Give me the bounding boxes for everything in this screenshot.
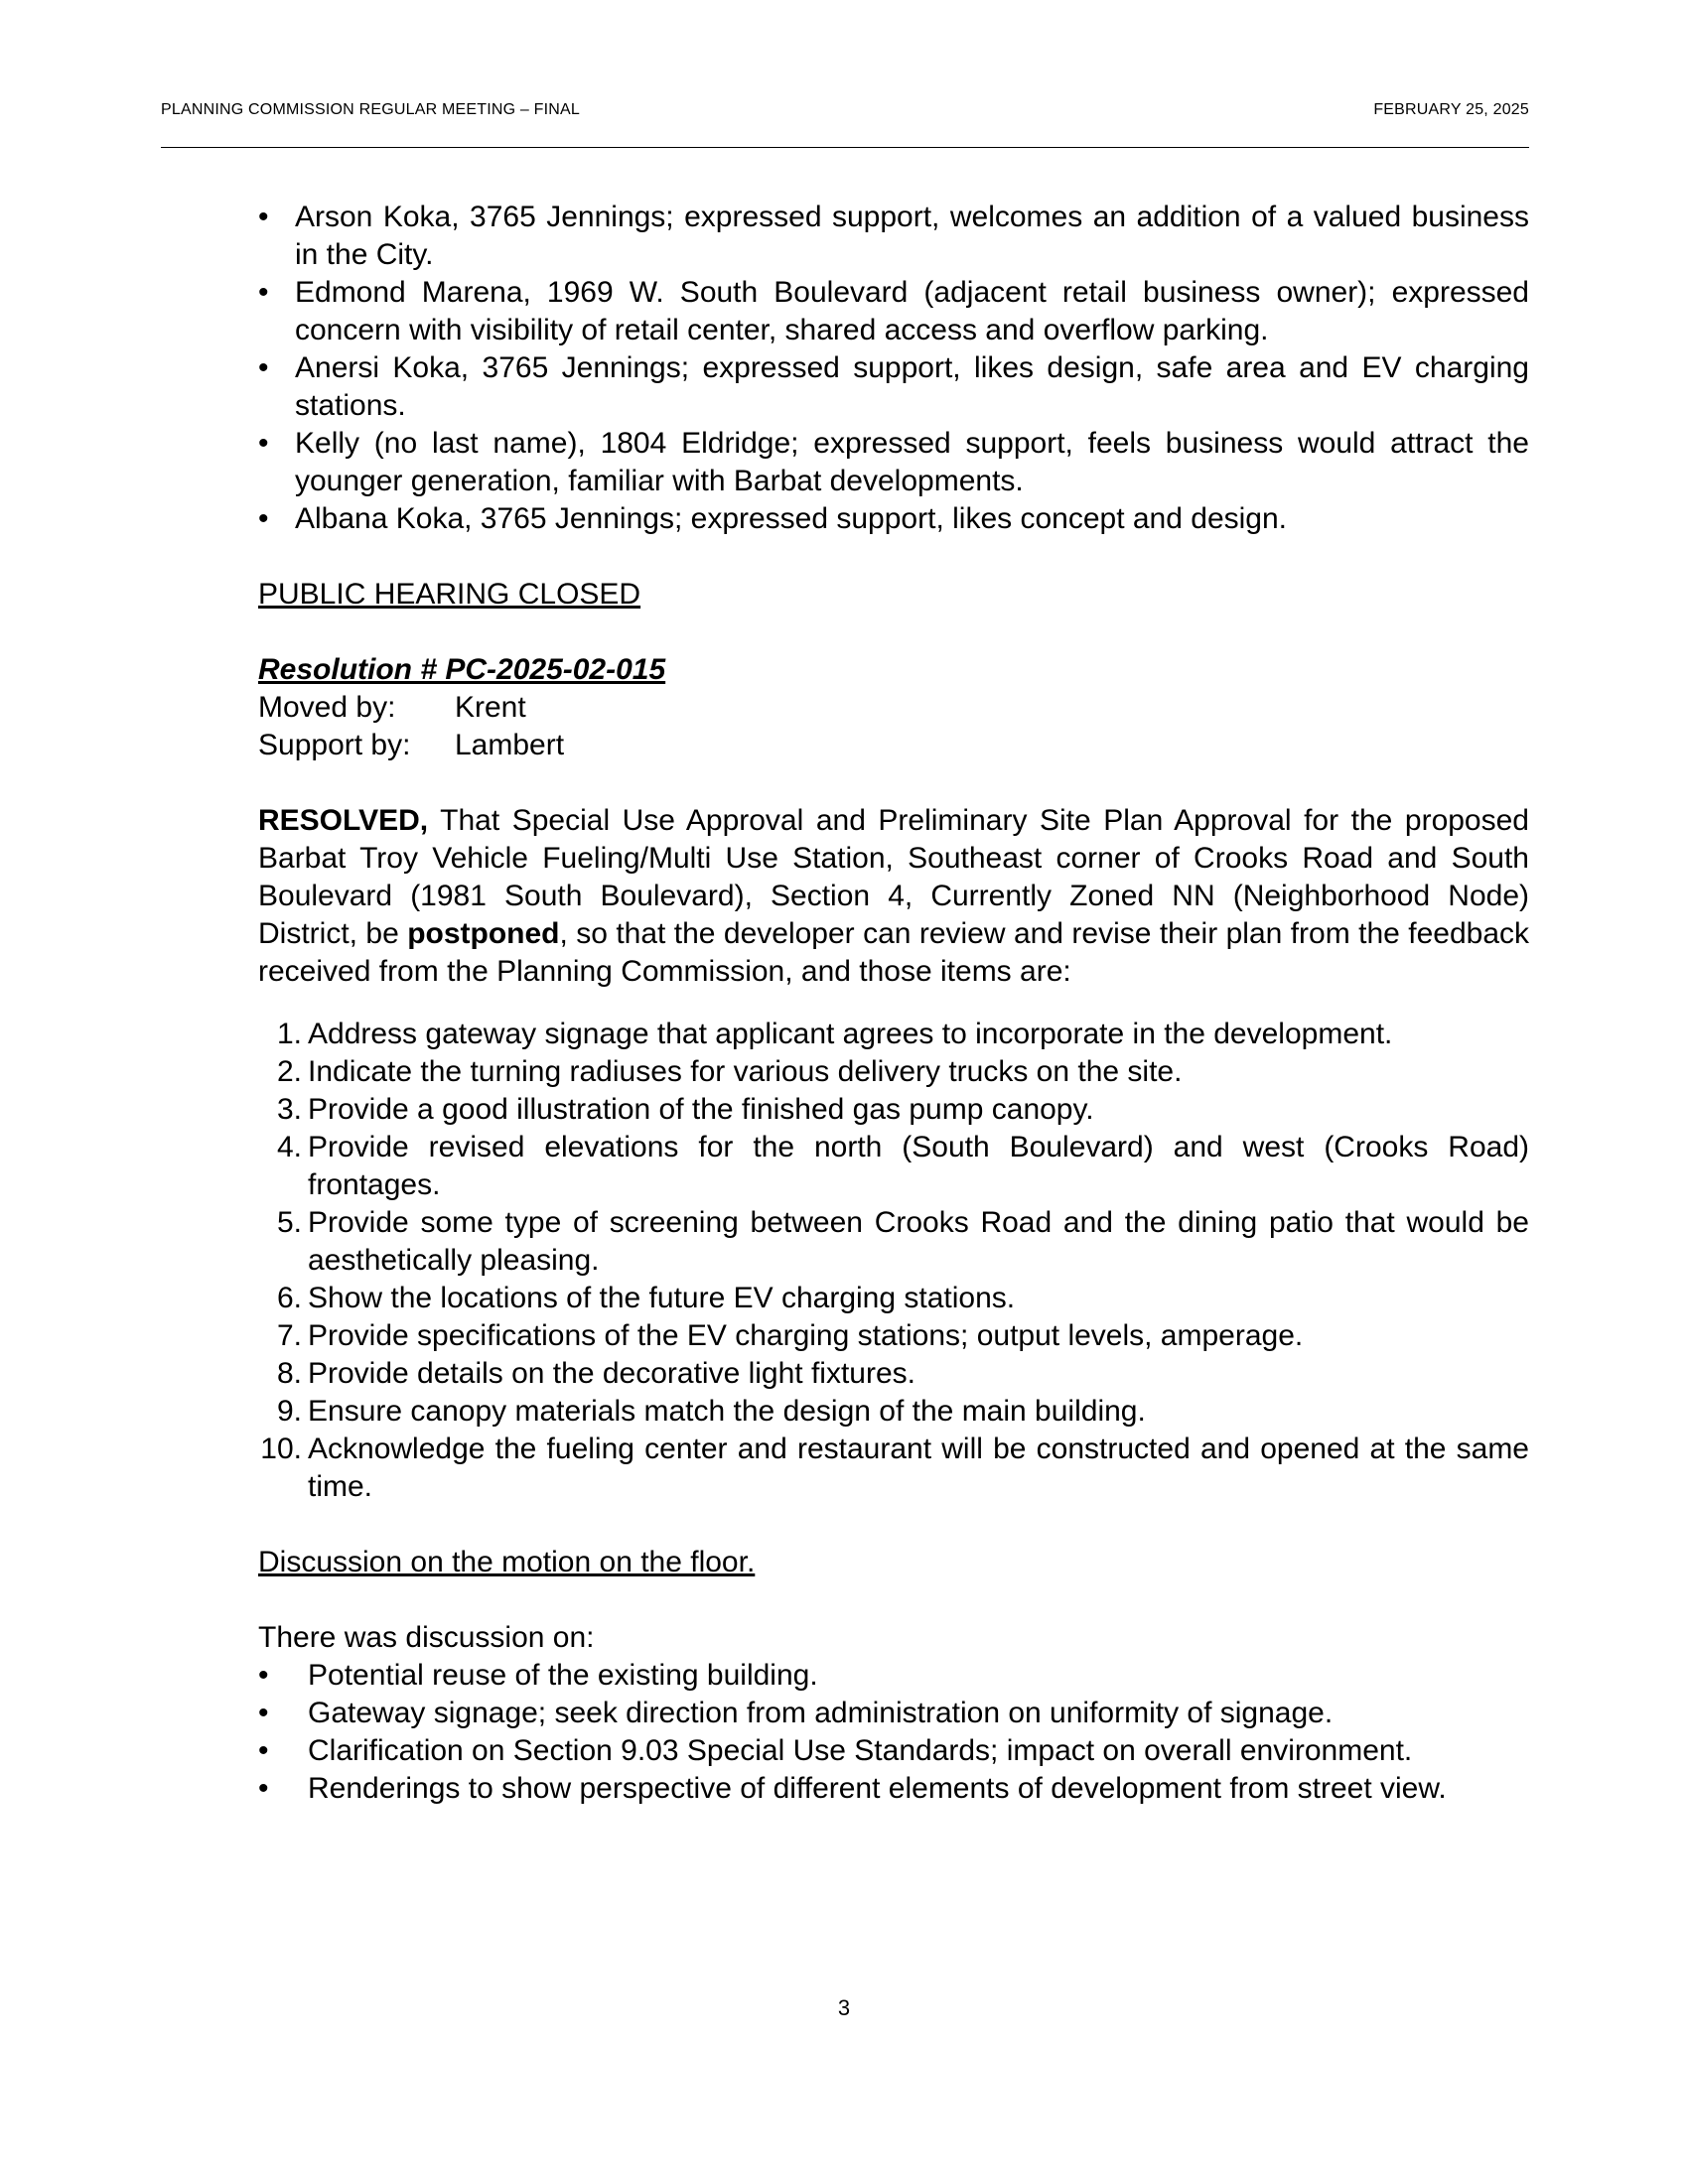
page-body [258, 199, 1529, 1808]
list-item: 5. Provide some type of screening between Crooks Road and the dining patio that would be aesthetically pleasing. [258, 1204, 1529, 1280]
header-date: FEBRUARY 25, 2025 [1373, 101, 1529, 118]
moved-by-label: Moved by: [258, 691, 396, 724]
list-item: 3. Provide a good illustration of the finished gas pump canopy. [258, 1091, 1529, 1129]
header-divider [161, 147, 1529, 148]
list-item: 1. Address gateway signage that applicant agrees to incorporate in the development. [258, 1016, 1529, 1053]
item-number: 9. [276, 1395, 302, 1428]
list-item: • Kelly (no last name), 1804 Eldridge; expressed support, feels business would attract the younger generation, familiar with Barbat developments. [258, 427, 1529, 497]
item-number: 8. [276, 1357, 302, 1390]
public-comments-list [258, 199, 1529, 538]
item-number: 5. [276, 1206, 302, 1239]
bullet-icon: • [258, 502, 269, 535]
page-number: 3 [837, 1995, 851, 2020]
list-item: • Renderings to show perspective of different elements of development from street view. [258, 1770, 1529, 1808]
bullet-icon: • [258, 1772, 269, 1805]
resolution-title: Resolution # PC-2025-02-015 [258, 653, 666, 686]
list-item: • Arson Koka, 3765 Jennings; expressed support, welcomes an addition of a valued business in the City. [258, 201, 1529, 271]
moved-by-value: Krent [455, 691, 526, 724]
support-by-row [258, 727, 1529, 764]
item-number: 4. [276, 1131, 302, 1163]
list-item: 9. Ensure canopy materials match the design of the main building. [258, 1393, 1529, 1431]
list-item: • Potential reuse of the existing building. [258, 1657, 1529, 1695]
item-number: 3. [276, 1093, 302, 1126]
discussion-intro: There was discussion on: [258, 1621, 595, 1654]
header-title: PLANNING COMMISSION REGULAR MEETING – FINAL [161, 101, 580, 118]
list-item: • Albana Koka, 3765 Jennings; expressed support, likes concept and design. [258, 500, 1529, 538]
moved-by-row [258, 689, 1529, 727]
resolved-paragraph: RESOLVED, That Special Use Approval and Preliminary Site Plan Approval for the proposed Barbat Troy Vehicle Fueling/Multi Use Station, Southeast corner of Crooks Road and South Boulevard (1981 South Boulevard), Section 4, Currently Zoned NN (Neighborhood Node) District, be postponed, so that the developer can review and revise their plan from the feedback received from the Planning Commission, and those items are: [258, 804, 1530, 988]
bullet-icon: • [258, 1659, 269, 1692]
bullet-icon: • [258, 1697, 269, 1729]
list-item: • Anersi Koka, 3765 Jennings; expressed support, likes design, safe area and EV charging stations. [258, 351, 1529, 422]
bullet-icon: • [258, 201, 269, 233]
item-number: 10. [260, 1433, 302, 1465]
item-number: 2. [276, 1055, 302, 1088]
bullet-icon: • [258, 1734, 269, 1767]
item-number: 7. [276, 1319, 302, 1352]
support-by-label: Support by: [258, 729, 411, 761]
bullet-icon: • [258, 427, 269, 460]
list-item: 10. Acknowledge the fueling center and restaurant will be constructed and opened at the same time. [258, 1431, 1529, 1506]
item-number: 1. [276, 1018, 302, 1050]
list-item: • Gateway signage; seek direction from administration on uniformity of signage. [258, 1695, 1529, 1732]
discussion-heading: Discussion on the motion on the floor. [258, 1546, 756, 1578]
list-item: 7. Provide specifications of the EV charging stations; output levels, amperage. [258, 1317, 1529, 1355]
support-by-value: Lambert [455, 729, 565, 761]
list-item: • Clarification on Section 9.03 Special Use Standards; impact on overall environment. [258, 1732, 1529, 1770]
postponed-emphasis: postponed [407, 917, 560, 950]
list-item: • Edmond Marena, 1969 W. South Boulevard (adjacent retail business owner); expressed concern with visibility of retail center, shared access and overflow parking. [258, 276, 1529, 346]
bullet-icon: • [258, 351, 269, 384]
list-item: 8. Provide details on the decorative light fixtures. [258, 1355, 1529, 1393]
list-item: 2. Indicate the turning radiuses for various delivery trucks on the site. [258, 1053, 1529, 1091]
resolution-items-list [258, 1016, 1529, 1506]
public-hearing-closed-heading: PUBLIC HEARING CLOSED [258, 578, 641, 611]
resolved-lead: RESOLVED, [258, 804, 429, 837]
list-item: 6. Show the locations of the future EV charging stations. [258, 1280, 1529, 1317]
item-number: 6. [276, 1282, 302, 1314]
bullet-icon: • [258, 276, 269, 309]
list-item: 4. Provide revised elevations for the north (South Boulevard) and west (Crooks Road) frontages. [258, 1129, 1529, 1204]
discussion-points-list [258, 1657, 1529, 1808]
